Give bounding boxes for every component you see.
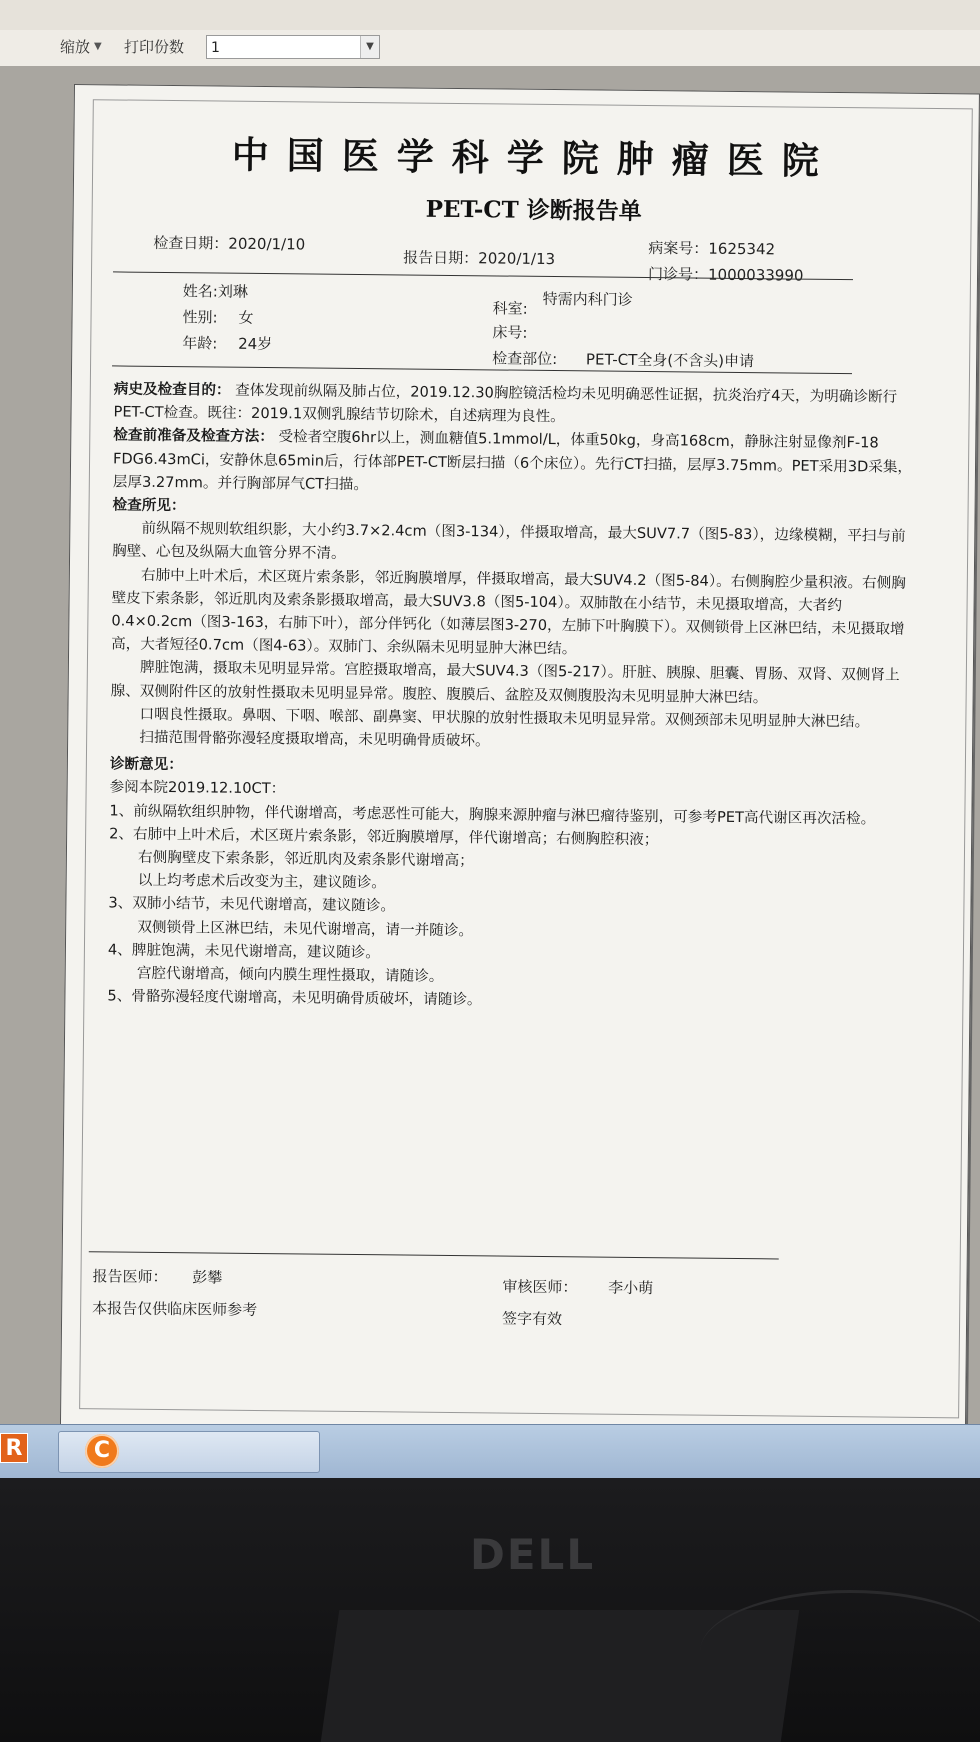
history-section (113, 377, 913, 432)
history-text: 查体发现前纵隔及肺占位，2019.12.30胸腔镜活检均未见明确恶性证据，抗炎治疗4天，为明确诊断行PET-CT检查。既往：2019.1双侧乳腺结节切除术，自述病理为良性。 (113, 381, 898, 426)
exam-date: 检查日期：2020/1/10 (153, 233, 306, 254)
dept-label: 科室: (492, 299, 528, 318)
reporter-name: 彭攀 (192, 1268, 223, 1287)
report-note: 本报告仅供临床医师参考 (92, 1299, 258, 1319)
exam-site-label: 检查部位: (492, 349, 558, 369)
top-bezel (0, 0, 980, 30)
age-label: 年龄: (182, 334, 218, 353)
copies-select[interactable] (206, 35, 380, 59)
opinion-sub-item: 右侧胸壁皮下索条影，邻近肌肉及索条影代谢增高； (138, 848, 474, 870)
reviewer-name: 李小萌 (608, 1278, 654, 1298)
finding-paragraph: 脾脏饱满，摄取未见明显异常。宫腔摄取增高，最大SUV4.3（图5-217）。肝脏、胰腺、胆囊、胃肠、双肾、双侧肾上腺、双侧附件区的放射性摄取未见明显异常。腹腔、腹膜后、盆腔及双侧腹股沟未见明显肿大淋巴结。 (110, 659, 900, 706)
report-title: PET-CT 诊断报告单 (425, 195, 642, 225)
cable (700, 1590, 980, 1713)
finding-paragraph: 前纵隔不规则软组织影，大小约3.7×2.4cm（图3-134），伴摄取增高，最大SUV7.7（图5-83），边缘模糊，平扫与前胸壁、心包及纵隔大血管分界不清。 (112, 519, 906, 563)
zoom-dropdown[interactable] (56, 36, 106, 58)
opinion-sub-item: 宫腔代谢增高，倾向内膜生理性摄取，请随诊。 (136, 964, 444, 985)
print-preview-area[interactable] (0, 66, 980, 1424)
copies-value: 1 (211, 40, 220, 56)
reviewer (502, 1276, 653, 1299)
exam-site-value: PET-CT全身(不含头)申请 (585, 350, 755, 371)
patient-age (182, 332, 272, 354)
opinion-item: 5、骨骼弥漫轻度代谢增高，未见明确骨质破坏，请随诊。 (107, 987, 482, 1009)
copies-label: 打印份数 (124, 38, 185, 56)
finding-paragraph: 右肺中上叶术后，术区斑片索条影，邻近胸膜增厚，伴摄取增高，最大SUV4.2（图5-84）。右侧胸腔少量积液。右侧胸壁皮下索条影，邻近肌肉及索条影摄取增高，最大SUV3.8（图5-104）。双肺散在小结节，未见摄取增高，大者约0.4×0.2cm（图3-163，右肺下叶），部分伴钙化（如薄层图3-270，左肺下叶胸膜下）。双侧锁骨上区淋巴结，未见摄取增高，大者短径0.7cm（图4-63）。双肺门、余纵隔未见明显肿大淋巴结。 (111, 566, 906, 658)
print-toolbar (0, 30, 980, 67)
reporter-label: 报告医师： (92, 1267, 168, 1287)
gender-value: 女 (238, 308, 254, 327)
report-date: 报告日期：2020/1/13 (403, 248, 556, 269)
prep-heading: 检查前准备及检查方法： (113, 426, 274, 446)
findings-heading: 检查所见： (112, 496, 186, 515)
history-heading: 病史及检查目的： (113, 380, 231, 399)
opinion-reference: 参阅本院2019.12.10CT： (109, 778, 286, 798)
gender-label: 性别: (182, 308, 218, 327)
signature-note: 签字有效 (502, 1309, 563, 1329)
age-value: 24岁 (238, 334, 273, 354)
patient-gender (182, 306, 253, 328)
reviewer-label: 审核医师： (502, 1277, 578, 1297)
zoom-label: 缩放 (60, 38, 91, 56)
finding-paragraph: 扫描范围骨骼弥漫轻度摄取增高，未见明确骨质破坏。 (139, 728, 490, 750)
chevron-down-icon: ▼ (94, 41, 102, 52)
browser-icon: C (85, 1434, 119, 1468)
opinion-item: 4、脾脏饱满，未见代谢增高，建议随诊。 (107, 941, 380, 962)
monitor-logo: DELL (470, 1530, 596, 1579)
opinion-sub-item: 双侧锁骨上区淋巴结，未见代谢增高，请一并随诊。 (137, 918, 474, 939)
department (492, 289, 639, 320)
exam-site (492, 347, 754, 371)
taskbar-item-browser[interactable] (58, 1431, 320, 1473)
prep-text: 受检者空腹6hr以上，测血糖值5.1mmol/L，体重50kg，身高168cm，静脉注射显像剂F-18 FDG6.43mCi，安静休息65min后，行体部PET-CT断层扫描（6个床位）。先行CT扫描，层厚3.75mm。PET采用3D采集，层厚3.27mm。并行胸部屏气CT扫描。 (112, 428, 913, 493)
hospital-name: 中国医学科学院肿瘤医院 (231, 132, 837, 183)
clinic-number: 门诊号：1000033990 (647, 265, 804, 285)
report-page (60, 84, 980, 1435)
prep-section (113, 424, 914, 502)
opinion-item: 3、双肺小结节，未见代谢增高，建议随诊。 (108, 894, 396, 915)
opinion-item: 2、右肺中上叶术后，术区斑片索条影，邻近胸膜增厚，伴代谢增高；右侧胸腔积液； (109, 825, 659, 849)
taskbar (0, 1424, 980, 1479)
opinion-item: 1、前纵隔软组织肿物，伴代谢增高，考虑恶性可能大，胸腺来源肿瘤与淋巴瘤待鉴别，可参考PET高代谢区再次活检。 (109, 802, 876, 828)
reporter (92, 1265, 222, 1287)
dept-value: 特需内科门诊 (542, 289, 633, 309)
opinion-heading: 诊断意见： (109, 755, 183, 774)
patient-name: 姓名:刘琳 (182, 282, 248, 301)
report-body (107, 377, 914, 1016)
bed-number: 床号: (492, 323, 528, 342)
chevron-down-icon[interactable]: ▼ (360, 36, 379, 58)
app-r-icon[interactable]: R (0, 1433, 28, 1463)
opinion-sub-item: 以上均考虑术后改变为主，建议随诊。 (137, 871, 387, 892)
finding-paragraph: 口咽良性摄取。鼻咽、下咽、喉部、副鼻窦、甲状腺的放射性摄取未见明显异常。双侧颈部未见明显肿大淋巴结。 (139, 705, 870, 731)
case-number: 病案号：1625342 (648, 239, 776, 259)
